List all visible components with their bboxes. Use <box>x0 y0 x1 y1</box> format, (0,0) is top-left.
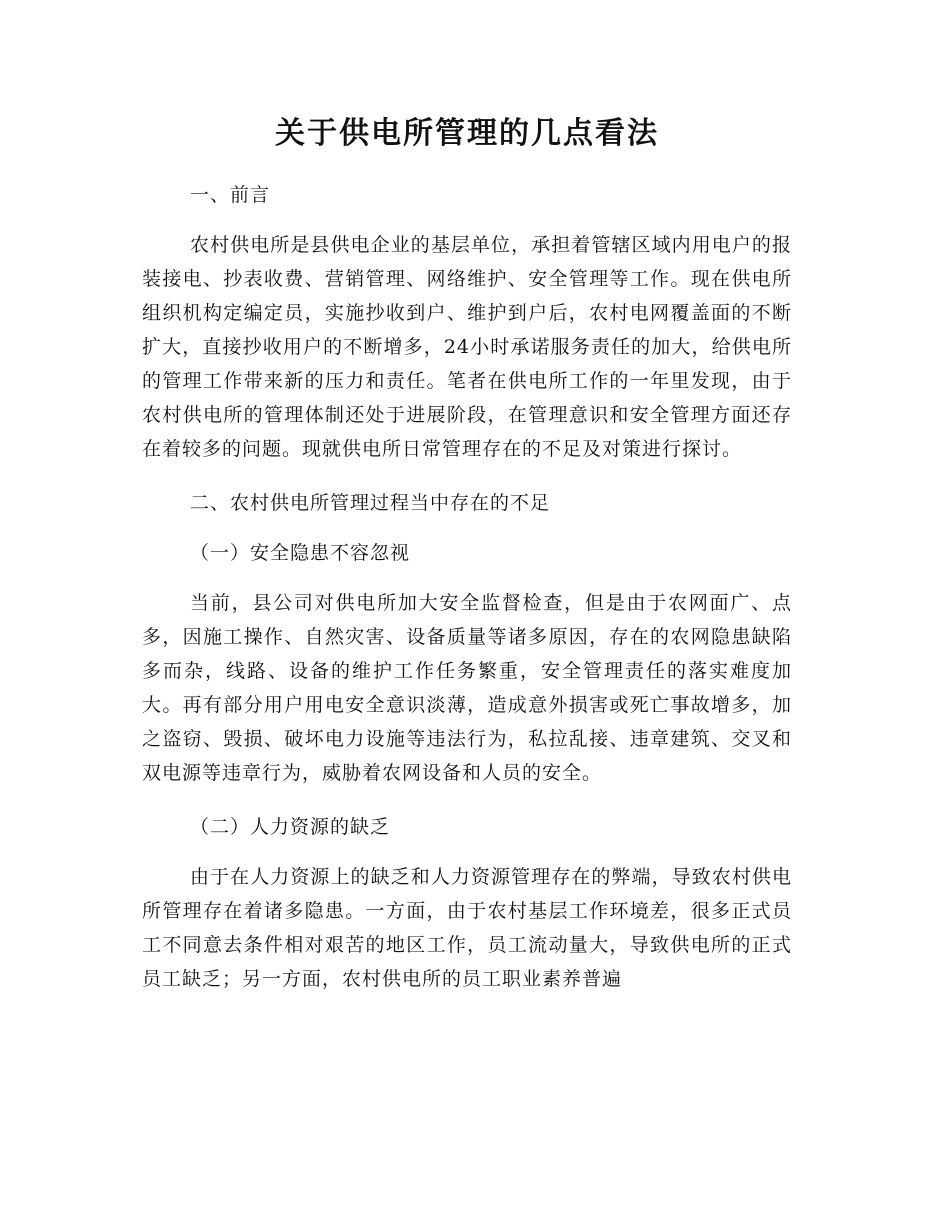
spacer <box>142 520 792 536</box>
spacer <box>142 570 792 586</box>
section-heading-shortcomings: 二、农村供电所管理过程当中存在的不足 <box>190 492 551 514</box>
spacer <box>142 790 792 810</box>
preface-paragraph: 农村供电所是县供电企业的基层单位，承担着管辖区域内用电户的报装接电、抄表收费、营销管理、网络维护、安全管理等工作。现在供电所组织机构定编定员，实施抄收到户、维护到户后，农村电网覆盖面的不断扩大，直接抄收用户的不断增多，24小时承诺服务责任的加大，给供电所的管理工作带来新的压力和责任。笔者在供电所工作的一年里发现，由于农村供电所的管理体制还处于进展阶段，在管理意识和安全管理方面还存在着较多的问题。现就供电所日常管理存在的不足及对策进行探讨。 <box>142 234 792 460</box>
spacer <box>142 844 792 860</box>
safety-paragraph: 当前，县公司对供电所加大安全监督检查，但是由于农网面广、点多，因施工操作、自然灾害、设备质量等诸多原因，存在的农网隐患缺陷多而杂，线路、设备的维护工作任务繁重，安全管理责任的落实难度加大。再有部分用户用电安全意识淡薄，造成意外损害或死亡事故增多，加之盗窃、毁损、破坏电力设施等违法行为，私拉乱接、违章建筑、交叉和双电源等违章行为，威胁着农网设备和人员的安全。 <box>142 592 792 784</box>
subsection-heading-safety: （一）安全隐患不容忽视 <box>190 542 411 564</box>
spacer <box>142 212 792 228</box>
subsection-heading-hr: （二）人力资源的缺乏 <box>190 816 391 838</box>
spacer <box>142 466 792 486</box>
document-title: 关于供电所管理的几点看法 <box>275 116 659 151</box>
section-heading-preface: 一、前言 <box>190 184 271 206</box>
hr-paragraph: 由于在人力资源上的缺乏和人力资源管理存在的弊端，导致农村供电所管理存在着诸多隐患。一方面，由于农村基层工作环境差，很多正式员工不同意去条件相对艰苦的地区工作，员工流动量大，导致供电所的正式员工缺乏；另一方面，农村供电所的员工职业素养普遍 <box>142 866 792 990</box>
